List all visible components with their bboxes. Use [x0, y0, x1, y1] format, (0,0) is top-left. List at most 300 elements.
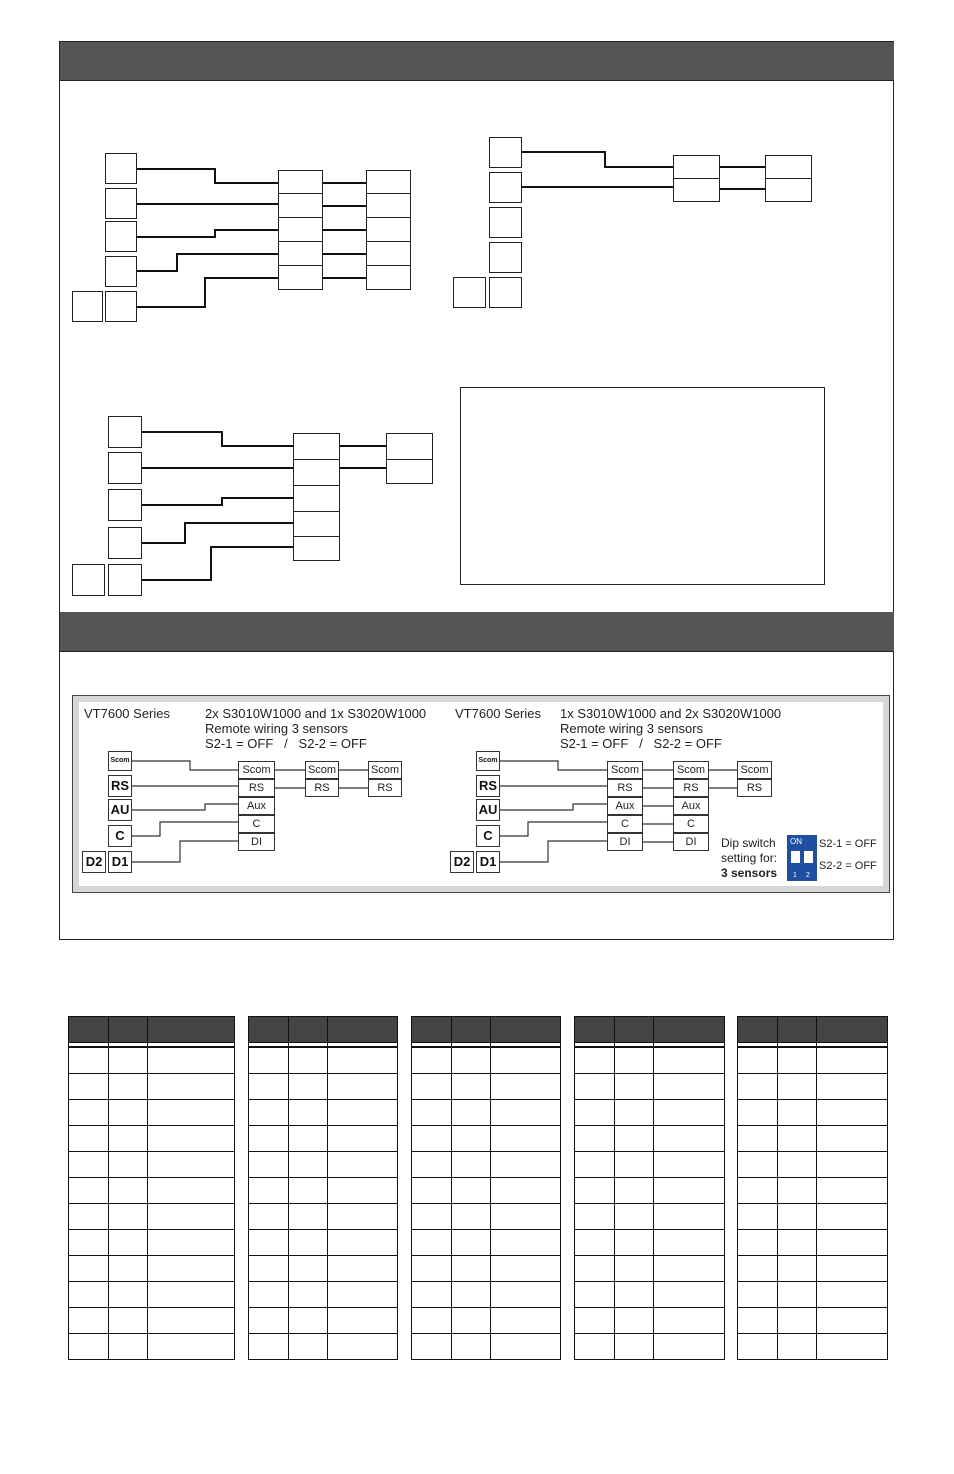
blank-table	[737, 1016, 888, 1360]
table-cell[interactable]	[491, 1074, 561, 1100]
table-row	[738, 1047, 888, 1074]
table-cell[interactable]	[109, 1256, 148, 1282]
table-cell[interactable]	[148, 1100, 235, 1126]
table-cell[interactable]	[412, 1256, 452, 1282]
table-row	[69, 1282, 235, 1308]
table-cell[interactable]	[328, 1334, 398, 1360]
table-cell[interactable]	[452, 1204, 491, 1230]
dip-caption-1: Dip switch	[721, 836, 776, 850]
sensor-scom: Scom	[607, 761, 643, 779]
table-cell[interactable]	[654, 1256, 725, 1282]
table-cell[interactable]	[328, 1178, 398, 1204]
table-cell[interactable]	[738, 1204, 778, 1230]
table-row	[412, 1126, 561, 1152]
table-cell[interactable]	[778, 1178, 817, 1204]
table-header-cell	[412, 1017, 452, 1043]
table-cell[interactable]	[69, 1178, 109, 1204]
table-row	[738, 1308, 888, 1334]
table-row	[69, 1100, 235, 1126]
table-row	[249, 1126, 398, 1152]
table-row	[412, 1152, 561, 1178]
table-cell[interactable]	[109, 1126, 148, 1152]
table-row	[69, 1204, 235, 1230]
terminal-c: C	[108, 825, 132, 847]
terminal-scom: Scom	[108, 751, 132, 771]
sensor-rs: RS	[737, 779, 772, 797]
dip-s21-label: S2-1 = OFF	[819, 838, 877, 850]
table-cell[interactable]	[738, 1178, 778, 1204]
table-cell[interactable]	[452, 1152, 491, 1178]
table-row	[738, 1152, 888, 1178]
table-cell[interactable]	[289, 1334, 328, 1360]
table-cell[interactable]	[148, 1126, 235, 1152]
table-cell[interactable]	[109, 1074, 148, 1100]
table-cell[interactable]	[148, 1308, 235, 1334]
table-cell[interactable]	[148, 1256, 235, 1282]
table-cell[interactable]	[575, 1074, 615, 1100]
table-cell[interactable]	[575, 1126, 615, 1152]
table-cell[interactable]	[654, 1204, 725, 1230]
table-cell[interactable]	[328, 1074, 398, 1100]
table-row	[69, 1256, 235, 1282]
table-cell[interactable]	[412, 1100, 452, 1126]
table-cell[interactable]	[69, 1204, 109, 1230]
sensor-scom: Scom	[673, 761, 709, 779]
table-cell[interactable]	[289, 1100, 328, 1126]
dip-caption-3: 3 sensors	[721, 866, 778, 880]
table-cell[interactable]	[778, 1204, 817, 1230]
table-cell[interactable]	[817, 1256, 888, 1282]
table-row	[249, 1256, 398, 1282]
table-cell[interactable]	[817, 1282, 888, 1308]
table-cell[interactable]	[249, 1282, 289, 1308]
sensor-scom: Scom	[238, 761, 275, 779]
table-row	[249, 1204, 398, 1230]
table-cell[interactable]	[249, 1047, 289, 1074]
table-cell[interactable]	[615, 1074, 654, 1100]
table-cell[interactable]	[412, 1334, 452, 1360]
table-cell[interactable]	[615, 1126, 654, 1152]
table-row	[575, 1334, 725, 1360]
table-cell[interactable]	[817, 1100, 888, 1126]
table-row	[69, 1074, 235, 1100]
table-cell[interactable]	[289, 1152, 328, 1178]
table-row	[69, 1308, 235, 1334]
table-cell[interactable]	[148, 1152, 235, 1178]
table-row	[738, 1126, 888, 1152]
table-cell[interactable]	[778, 1126, 817, 1152]
table-row	[412, 1282, 561, 1308]
terminal-au: AU	[108, 799, 132, 821]
table-row	[575, 1074, 725, 1100]
table-cell[interactable]	[575, 1308, 615, 1334]
table-cell[interactable]	[491, 1282, 561, 1308]
table-cell[interactable]	[615, 1230, 654, 1256]
table-cell[interactable]	[109, 1308, 148, 1334]
table-cell[interactable]	[289, 1230, 328, 1256]
table-cell[interactable]	[817, 1074, 888, 1100]
table-cell[interactable]	[738, 1230, 778, 1256]
table-cell[interactable]	[738, 1047, 778, 1074]
sensor-scom: Scom	[737, 761, 772, 779]
table-cell[interactable]	[148, 1282, 235, 1308]
table-cell[interactable]	[654, 1047, 725, 1074]
table-cell[interactable]	[778, 1047, 817, 1074]
table-cell[interactable]	[575, 1178, 615, 1204]
table-header-cell	[575, 1017, 615, 1043]
table-cell[interactable]	[109, 1204, 148, 1230]
table-cell[interactable]	[69, 1152, 109, 1178]
table-cell[interactable]	[778, 1074, 817, 1100]
table-cell[interactable]	[615, 1256, 654, 1282]
table-header-cell	[328, 1017, 398, 1043]
table-cell[interactable]	[328, 1282, 398, 1308]
table-cell[interactable]	[289, 1178, 328, 1204]
table-row	[412, 1256, 561, 1282]
table-row	[738, 1204, 888, 1230]
table-row	[738, 1230, 888, 1256]
table-cell[interactable]	[575, 1047, 615, 1074]
table-cell[interactable]	[491, 1334, 561, 1360]
terminal-au: AU	[476, 799, 500, 821]
table-cell[interactable]	[575, 1230, 615, 1256]
table-cell[interactable]	[69, 1100, 109, 1126]
table-cell[interactable]	[109, 1047, 148, 1074]
dip-number-2: 2	[806, 872, 810, 879]
table-cell[interactable]	[491, 1178, 561, 1204]
table-cell[interactable]	[575, 1204, 615, 1230]
table-cell[interactable]	[289, 1204, 328, 1230]
table-cell[interactable]	[491, 1047, 561, 1074]
table-cell[interactable]	[452, 1126, 491, 1152]
table-cell[interactable]	[654, 1282, 725, 1308]
terminal-c: C	[476, 825, 500, 847]
table-cell[interactable]	[817, 1178, 888, 1204]
table-cell[interactable]	[249, 1256, 289, 1282]
table-cell[interactable]	[778, 1308, 817, 1334]
table-row	[575, 1178, 725, 1204]
table-cell[interactable]	[328, 1152, 398, 1178]
table-cell[interactable]	[491, 1308, 561, 1334]
table-row	[69, 1334, 235, 1360]
table-cell[interactable]	[452, 1334, 491, 1360]
table-cell[interactable]	[249, 1074, 289, 1100]
sensor-rs: RS	[305, 779, 339, 797]
sensor-c: C	[673, 815, 709, 833]
table-row	[575, 1230, 725, 1256]
table-cell[interactable]	[615, 1204, 654, 1230]
table-cell[interactable]	[575, 1100, 615, 1126]
terminal-d2: D2	[450, 851, 474, 873]
table-cell[interactable]	[289, 1308, 328, 1334]
table-cell[interactable]	[412, 1074, 452, 1100]
table-row	[69, 1178, 235, 1204]
table-cell[interactable]	[491, 1126, 561, 1152]
blank-table	[411, 1016, 561, 1360]
terminal-d1: D1	[108, 851, 132, 873]
table-cell[interactable]	[328, 1047, 398, 1074]
table-row	[249, 1100, 398, 1126]
table-cell[interactable]	[452, 1230, 491, 1256]
dip-switch-1	[791, 851, 800, 863]
table-cell[interactable]	[289, 1047, 328, 1074]
table-cell[interactable]	[738, 1308, 778, 1334]
sensor-aux: Aux	[607, 797, 643, 815]
table-cell[interactable]	[109, 1282, 148, 1308]
table-cell[interactable]	[615, 1100, 654, 1126]
dip-caption-2: setting for:	[721, 851, 778, 865]
table-cell[interactable]	[412, 1282, 452, 1308]
table-cell[interactable]	[69, 1126, 109, 1152]
table-cell[interactable]	[69, 1282, 109, 1308]
table-cell[interactable]	[817, 1308, 888, 1334]
table-row	[575, 1152, 725, 1178]
table-cell[interactable]	[289, 1126, 328, 1152]
table-cell[interactable]	[109, 1100, 148, 1126]
table-cell[interactable]	[452, 1178, 491, 1204]
table-cell[interactable]	[654, 1152, 725, 1178]
sensor-di: DI	[673, 833, 709, 851]
table-cell[interactable]	[452, 1308, 491, 1334]
table-row	[249, 1308, 398, 1334]
table-header-cell	[148, 1017, 235, 1043]
table-cell[interactable]	[249, 1178, 289, 1204]
table-row	[575, 1047, 725, 1074]
table-cell[interactable]	[654, 1126, 725, 1152]
table-cell[interactable]	[738, 1126, 778, 1152]
table-cell[interactable]	[654, 1230, 725, 1256]
table-cell[interactable]	[817, 1126, 888, 1152]
table-cell[interactable]	[575, 1152, 615, 1178]
table-row	[738, 1100, 888, 1126]
table-row	[249, 1282, 398, 1308]
table-cell[interactable]	[778, 1334, 817, 1360]
table-header-cell	[654, 1017, 725, 1043]
table-row	[69, 1126, 235, 1152]
table-cell[interactable]	[109, 1178, 148, 1204]
table-header-cell	[109, 1017, 148, 1043]
table-cell[interactable]	[69, 1308, 109, 1334]
series-label-left: VT7600 Series	[84, 706, 170, 721]
table-cell[interactable]	[69, 1074, 109, 1100]
table-cell[interactable]	[491, 1230, 561, 1256]
table-cell[interactable]	[289, 1256, 328, 1282]
sensor-c: C	[607, 815, 643, 833]
table-row	[738, 1178, 888, 1204]
table-cell[interactable]	[109, 1152, 148, 1178]
table-cell[interactable]	[615, 1178, 654, 1204]
dip-s22-label: S2-2 = OFF	[819, 860, 877, 872]
table-cell[interactable]	[654, 1308, 725, 1334]
table-cell[interactable]	[148, 1230, 235, 1256]
sensor-rs: RS	[673, 779, 709, 797]
table-row	[249, 1178, 398, 1204]
table-row	[412, 1204, 561, 1230]
table-header-cell	[491, 1017, 561, 1043]
table-row	[412, 1308, 561, 1334]
table-cell[interactable]	[109, 1230, 148, 1256]
table-cell[interactable]	[778, 1282, 817, 1308]
table-cell[interactable]	[778, 1230, 817, 1256]
table-cell[interactable]	[654, 1074, 725, 1100]
sensor-aux: Aux	[673, 797, 709, 815]
config-line3-right: S2-1 = OFF / S2-2 = OFF	[560, 736, 722, 751]
table-cell[interactable]	[412, 1204, 452, 1230]
table-cell[interactable]	[452, 1282, 491, 1308]
table-cell[interactable]	[615, 1047, 654, 1074]
table-header-cell	[289, 1017, 328, 1043]
table-cell[interactable]	[575, 1256, 615, 1282]
table-cell[interactable]	[452, 1074, 491, 1100]
table-cell[interactable]	[249, 1308, 289, 1334]
table-row	[412, 1178, 561, 1204]
sensor-rs: RS	[607, 779, 643, 797]
table-cell[interactable]	[69, 1334, 109, 1360]
table-cell[interactable]	[615, 1152, 654, 1178]
table-cell[interactable]	[778, 1100, 817, 1126]
table-cell[interactable]	[452, 1256, 491, 1282]
terminal-rs: RS	[476, 775, 500, 797]
table-cell[interactable]	[148, 1204, 235, 1230]
table-cell[interactable]	[328, 1100, 398, 1126]
sensor-aux: Aux	[238, 797, 275, 815]
table-cell[interactable]	[412, 1126, 452, 1152]
config-line1-left: 2x S3010W1000 and 1x S3020W1000	[205, 706, 427, 721]
table-cell[interactable]	[249, 1126, 289, 1152]
table-cell[interactable]	[654, 1100, 725, 1126]
dip-on-label: ON	[790, 837, 802, 846]
table-row	[412, 1074, 561, 1100]
table-cell[interactable]	[491, 1256, 561, 1282]
blank-table	[248, 1016, 398, 1360]
series-label-right: VT7600 Series	[455, 706, 541, 721]
table-cell[interactable]	[817, 1047, 888, 1074]
table-row	[738, 1256, 888, 1282]
table-cell[interactable]	[778, 1152, 817, 1178]
table-cell[interactable]	[817, 1230, 888, 1256]
table-cell[interactable]	[328, 1230, 398, 1256]
terminal-scom: Scom	[476, 751, 500, 771]
table-cell[interactable]	[778, 1256, 817, 1282]
table-cell[interactable]	[575, 1334, 615, 1360]
table-cell[interactable]	[249, 1334, 289, 1360]
table-cell[interactable]	[654, 1334, 725, 1360]
table-cell[interactable]	[817, 1204, 888, 1230]
table-cell[interactable]	[328, 1256, 398, 1282]
table-cell[interactable]	[412, 1230, 452, 1256]
table-cell[interactable]	[249, 1100, 289, 1126]
table-cell[interactable]	[738, 1074, 778, 1100]
table-cell[interactable]	[148, 1334, 235, 1360]
table-cell[interactable]	[738, 1256, 778, 1282]
table-cell[interactable]	[412, 1047, 452, 1074]
table-row	[412, 1100, 561, 1126]
table-cell[interactable]	[69, 1047, 109, 1074]
config-line1-right: 1x S3010W1000 and 2x S3020W1000	[560, 706, 782, 721]
table-row	[412, 1230, 561, 1256]
table-cell[interactable]	[615, 1282, 654, 1308]
table-cell[interactable]	[412, 1152, 452, 1178]
table-cell[interactable]	[328, 1126, 398, 1152]
table-row	[249, 1230, 398, 1256]
table-cell[interactable]	[249, 1230, 289, 1256]
table-cell[interactable]	[452, 1047, 491, 1074]
table-row	[69, 1152, 235, 1178]
sensor-di: DI	[607, 833, 643, 851]
table-row	[249, 1152, 398, 1178]
table-cell[interactable]	[817, 1152, 888, 1178]
config-line2-right: Remote wiring 3 sensors	[560, 721, 704, 736]
table-row	[249, 1074, 398, 1100]
table-row	[412, 1047, 561, 1074]
table-cell[interactable]	[148, 1178, 235, 1204]
table-header-cell	[615, 1017, 654, 1043]
table-cell[interactable]	[109, 1334, 148, 1360]
table-cell[interactable]	[615, 1308, 654, 1334]
dip-number-1: 1	[793, 872, 797, 879]
table-cell[interactable]	[491, 1100, 561, 1126]
table-cell[interactable]	[249, 1152, 289, 1178]
table-header-cell	[452, 1017, 491, 1043]
table-row	[738, 1334, 888, 1360]
sensor-di: DI	[238, 833, 275, 851]
table-header-cell	[778, 1017, 817, 1043]
table-cell[interactable]	[491, 1152, 561, 1178]
table-cell[interactable]	[452, 1100, 491, 1126]
table-row	[575, 1282, 725, 1308]
terminal-d2: D2	[82, 851, 106, 873]
table-row	[575, 1308, 725, 1334]
table-cell[interactable]	[412, 1178, 452, 1204]
table-cell[interactable]	[817, 1334, 888, 1360]
table-cell[interactable]	[148, 1074, 235, 1100]
table-cell[interactable]	[328, 1204, 398, 1230]
table-header-cell	[738, 1017, 778, 1043]
table-cell[interactable]	[412, 1308, 452, 1334]
table-cell[interactable]	[491, 1204, 561, 1230]
table-cell[interactable]	[69, 1230, 109, 1256]
table-row	[249, 1334, 398, 1360]
table-cell[interactable]	[69, 1256, 109, 1282]
table-row	[738, 1074, 888, 1100]
sensor-rs: RS	[238, 779, 275, 797]
table-row	[575, 1256, 725, 1282]
table-row	[249, 1047, 398, 1074]
table-cell[interactable]	[738, 1152, 778, 1178]
table-cell[interactable]	[575, 1282, 615, 1308]
table-cell[interactable]	[738, 1282, 778, 1308]
table-cell[interactable]	[615, 1334, 654, 1360]
dip-switch-graphic	[787, 835, 817, 881]
table-cell[interactable]	[738, 1100, 778, 1126]
table-cell[interactable]	[249, 1204, 289, 1230]
sensor-scom: Scom	[305, 761, 339, 779]
table-cell[interactable]	[289, 1074, 328, 1100]
config-line3-left: S2-1 = OFF / S2-2 = OFF	[205, 736, 367, 751]
table-cell[interactable]	[328, 1308, 398, 1334]
table-row	[412, 1334, 561, 1360]
table-row	[575, 1204, 725, 1230]
table-cell[interactable]	[148, 1047, 235, 1074]
blank-table	[68, 1016, 235, 1360]
table-cell[interactable]	[654, 1178, 725, 1204]
dip-switch-2	[804, 851, 813, 863]
table-cell[interactable]	[738, 1334, 778, 1360]
table-cell[interactable]	[289, 1282, 328, 1308]
config-line2-left: Remote wiring 3 sensors	[205, 721, 349, 736]
table-row	[575, 1126, 725, 1152]
sensor-rs: RS	[368, 779, 402, 797]
